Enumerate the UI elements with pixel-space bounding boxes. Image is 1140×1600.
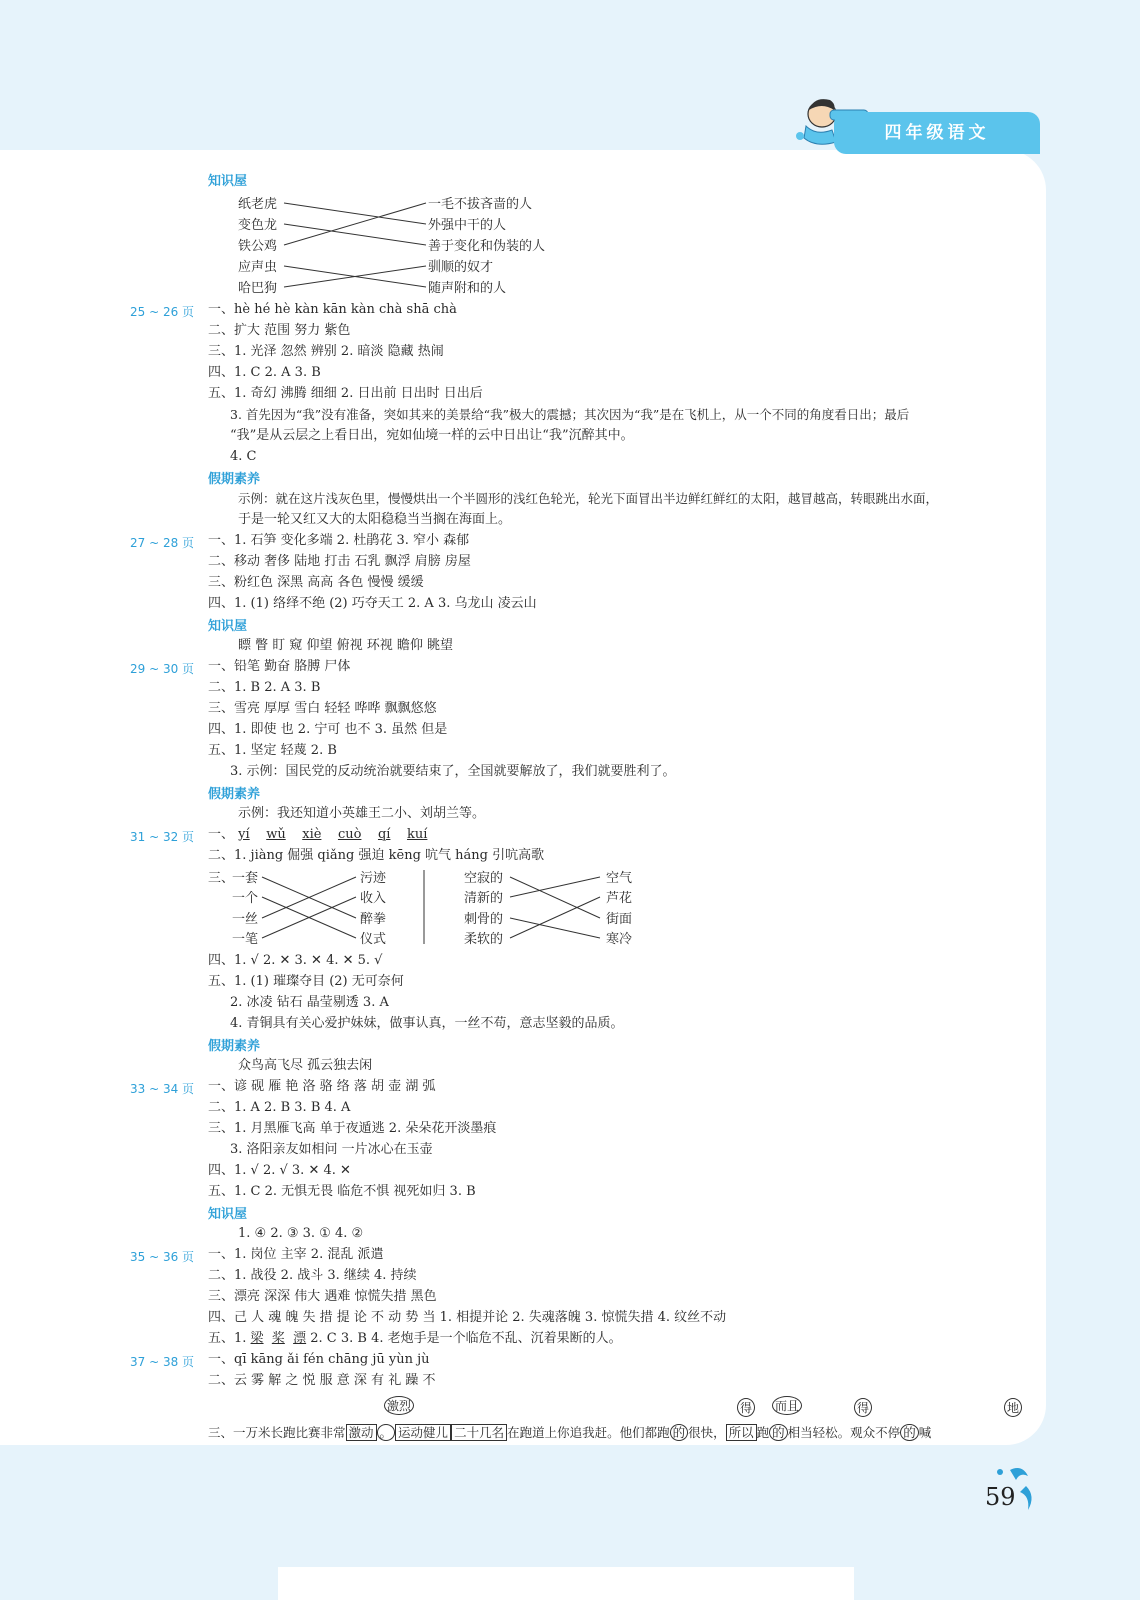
answer-line: 五、1. 奇幻 沸腾 细细 2. 日出前 日出时 日出后: [208, 386, 483, 401]
match-left: 一笔: [232, 932, 259, 947]
answer-line: 四、1. 即使 也 2. 宁可 也不 3. 虽然 但是: [208, 722, 448, 737]
page-range-37-38: 37 ~ 38 页: [130, 1355, 195, 1369]
answer-line: 五、1. C 2. 无惧无畏 临危不惧 视死如归 3. B: [208, 1184, 476, 1199]
match-right-2: 外强中干的人: [428, 218, 507, 233]
match-right-1: 一毛不拔吝啬的人: [428, 197, 533, 212]
answer-line: 二、云 雾 解 之 悦 服 意 深 有 礼 躁 不: [208, 1373, 436, 1388]
match-right: 醉拳: [360, 912, 387, 927]
correction-mark: 地: [1004, 1398, 1022, 1417]
match-right-4: 驯顺的奴才: [428, 260, 494, 275]
page-range-29-30: 29 ~ 30 页: [130, 662, 195, 676]
answer-prefix: 三、: [208, 871, 235, 886]
answer-line: “我”是从云层之上看日出，宛如仙境一样的云中日出让“我”沉醉其中。: [230, 428, 634, 443]
match-left: 一丝: [232, 912, 259, 927]
answer-line: 4. 青铜具有关心爱护妹妹，做事认真，一丝不苟，意志坚毅的品质。: [230, 1016, 624, 1031]
answer-line: 三、漂亮 深深 伟大 遇难 惊慌失措 黑色: [208, 1289, 437, 1304]
section-label-zhishiwu: 知识屋: [208, 1207, 248, 1222]
correction-mark: 得: [854, 1398, 872, 1417]
match-right-5: 随声附和的人: [428, 281, 507, 296]
match-right: 收入: [360, 891, 387, 906]
answer-line: 示例：就在这片浅灰色里，慢慢烘出一个半圆形的浅红色轮光，轮光下面冒出半边鲜红鲜红的太阳，越冒越高，转眼跳出水面，: [238, 491, 939, 506]
answer-line: 一、1. 石笋 变化多端 2. 杜鹃花 3. 窄小 森郁: [208, 533, 470, 548]
answer-line: 4. C: [230, 449, 257, 464]
answer-line: 五、1. 坚定 轻蔑 2. B: [208, 743, 337, 758]
match-left-3: 铁公鸡: [238, 239, 278, 254]
answer-line: 三、粉红色 深黑 高高 各色 慢慢 缓缓: [208, 575, 424, 590]
answer-line: 示例：我还知道小英雄王二小、刘胡兰等。: [238, 806, 486, 821]
match-left: 一套: [232, 871, 259, 886]
boxed-word: 运动健儿: [395, 1424, 451, 1441]
match-left-4: 应声虫: [238, 260, 278, 275]
answer-line: 五、1. 梁 桨 漂 2. C 3. B 4. 老炮手是一个临危不乱、沉着果断的人。: [208, 1331, 622, 1346]
match-right: 寒冷: [606, 932, 633, 947]
match-right: 仪式: [360, 932, 387, 947]
answer-line: 二、扩大 范围 努力 紫色: [208, 323, 351, 338]
answer-line: 五、1. (1) 璀璨夺目 (2) 无可奈何: [208, 974, 404, 989]
answer-line: 众鸟高飞尽 孤云独去闲: [238, 1058, 373, 1073]
answer-line: 二、移动 奢侈 陆地 打击 石乳 飘浮 肩膀 房屋: [208, 554, 471, 569]
answer-line: 二、1. jiàng 倔强 qiǎng 强迫 kēng 吭气 háng 引吭高歌: [208, 848, 545, 863]
match-left-5: 哈巴狗: [238, 281, 278, 296]
answer-line: 一、qī kāng ǎi fén chāng jū yùn jù: [208, 1352, 430, 1367]
match-left-2: 变色龙: [238, 218, 278, 233]
answer-line: 四、1. (1) 络绎不绝 (2) 巧夺天工 2. A 3. 乌龙山 凌云山: [208, 596, 537, 611]
match-left: 一个: [232, 891, 259, 906]
answer-line: 四、1. √ 2. √ 3. ✕ 4. ✕: [208, 1163, 351, 1178]
answer-line: 一、谚 砚 雁 艳 洛 骆 络 落 胡 壶 湖 弧: [208, 1079, 436, 1094]
match-right: 污迹: [360, 871, 387, 886]
match-right: 街面: [606, 912, 633, 927]
answer-line: 二、1. 战役 2. 战斗 3. 继续 4. 持续: [208, 1268, 417, 1283]
section-label-zhishiwu: 知识屋: [208, 619, 248, 634]
answer-line: 3. 示例：国民党的反动统治就要结束了，全国就要解放了，我们就要胜利了。: [230, 764, 676, 779]
answer-line: 四、1. √ 2. ✕ 3. ✕ 4. ✕ 5. √: [208, 953, 383, 968]
correction-mark: 得: [737, 1398, 755, 1417]
answer-line: 三、雪亮 厚厚 雪白 轻轻 哗哗 飘飘悠悠: [208, 701, 437, 716]
match-right: 芦花: [606, 891, 633, 906]
answer-line: 一、铅笔 勤奋 胳膊 尸体: [208, 659, 351, 674]
answer-line: 三、1. 光泽 忽然 辨别 2. 暗淡 隐藏 热闹: [208, 344, 444, 359]
answer-line: 四、1. C 2. A 3. B: [208, 365, 321, 380]
answer-line: 四、己 人 魂 魄 失 措 提 论 不 动 势 当 1. 相提并论 2. 失魂落魄 3. 惊慌失措 4. 纹丝不动: [208, 1310, 727, 1325]
page-range-35-36: 35 ~ 36 页: [130, 1250, 195, 1264]
answer-line: 2. 冰凌 钻石 晶莹剔透 3. A: [230, 995, 389, 1010]
boxed-word: 激动: [346, 1424, 377, 1441]
answer-line: 一、hè hé hè kàn kān kàn chà shā chà: [208, 302, 457, 317]
boxed-word: 二十几名: [451, 1424, 507, 1441]
match-left: 清新的: [464, 891, 504, 906]
page-range-27-28: 27 ~ 28 页: [130, 536, 195, 550]
subject-tab: 四年级语文: [834, 112, 1040, 154]
match-left: 空寂的: [464, 871, 504, 886]
section-label-holiday: 假期素养: [208, 1039, 261, 1054]
answer-line: 1. ④ 2. ③ 3. ① 4. ②: [238, 1226, 364, 1241]
answer-line: 3. 首先因为“我”没有准备，突如其来的美景给“我”极大的震撼；其次因为“我”是在飞机上，从一个不同的角度看日出；最后: [230, 407, 910, 422]
match-right: 空气: [606, 871, 633, 886]
answer-line: 瞟 瞥 盯 窥 仰望 俯视 环视 瞻仰 眺望: [238, 638, 454, 653]
answer-line: 二、1. B 2. A 3. B: [208, 680, 321, 695]
answer-line: 二、1. A 2. B 3. B 4. A: [208, 1100, 351, 1115]
answer-line: 一、 yí wǔ xiè cuò qí kuí: [208, 827, 428, 842]
answer-line: 3. 洛阳亲友如相问 一片冰心在玉壶: [230, 1142, 433, 1157]
page-range-31-32: 31 ~ 32 页: [130, 830, 195, 844]
footer-bar: [278, 1567, 854, 1600]
match-right-3: 善于变化和伪装的人: [428, 239, 546, 254]
match-left-1: 纸老虎: [238, 197, 278, 212]
answer-line: 三、1. 月黑雁飞高 单于夜遁逃 2. 朵朵花开淡墨痕: [208, 1121, 497, 1136]
section-label-zhishiwu: 知识屋: [208, 174, 248, 189]
page-range-25-26: 25 ~ 26 页: [130, 305, 195, 319]
answer-line: 三、一万米长跑比赛非常 激动 。 运动健儿 二十几名 在跑道上你追我赶。他们都跑 的 很快， 所以 跑 的 相当轻松。观众不停 的 喊: [208, 1425, 932, 1440]
answer-line: 于是一轮又红又大的太阳稳稳当当搁在海面上。: [238, 512, 512, 527]
section-label-holiday: 假期素养: [208, 787, 261, 802]
page-number: 59: [985, 1483, 1016, 1511]
answer-line: 一、1. 岗位 主宰 2. 混乱 派遣: [208, 1247, 384, 1262]
section-label-holiday: 假期素养: [208, 472, 261, 487]
correction-mark: 激烈: [384, 1396, 414, 1415]
match-left: 刺骨的: [464, 912, 504, 927]
correction-mark: 而且: [772, 1396, 802, 1415]
page-range-33-34: 33 ~ 34 页: [130, 1082, 195, 1096]
boxed-word: 所以: [726, 1424, 757, 1441]
match-left: 柔软的: [464, 932, 504, 947]
